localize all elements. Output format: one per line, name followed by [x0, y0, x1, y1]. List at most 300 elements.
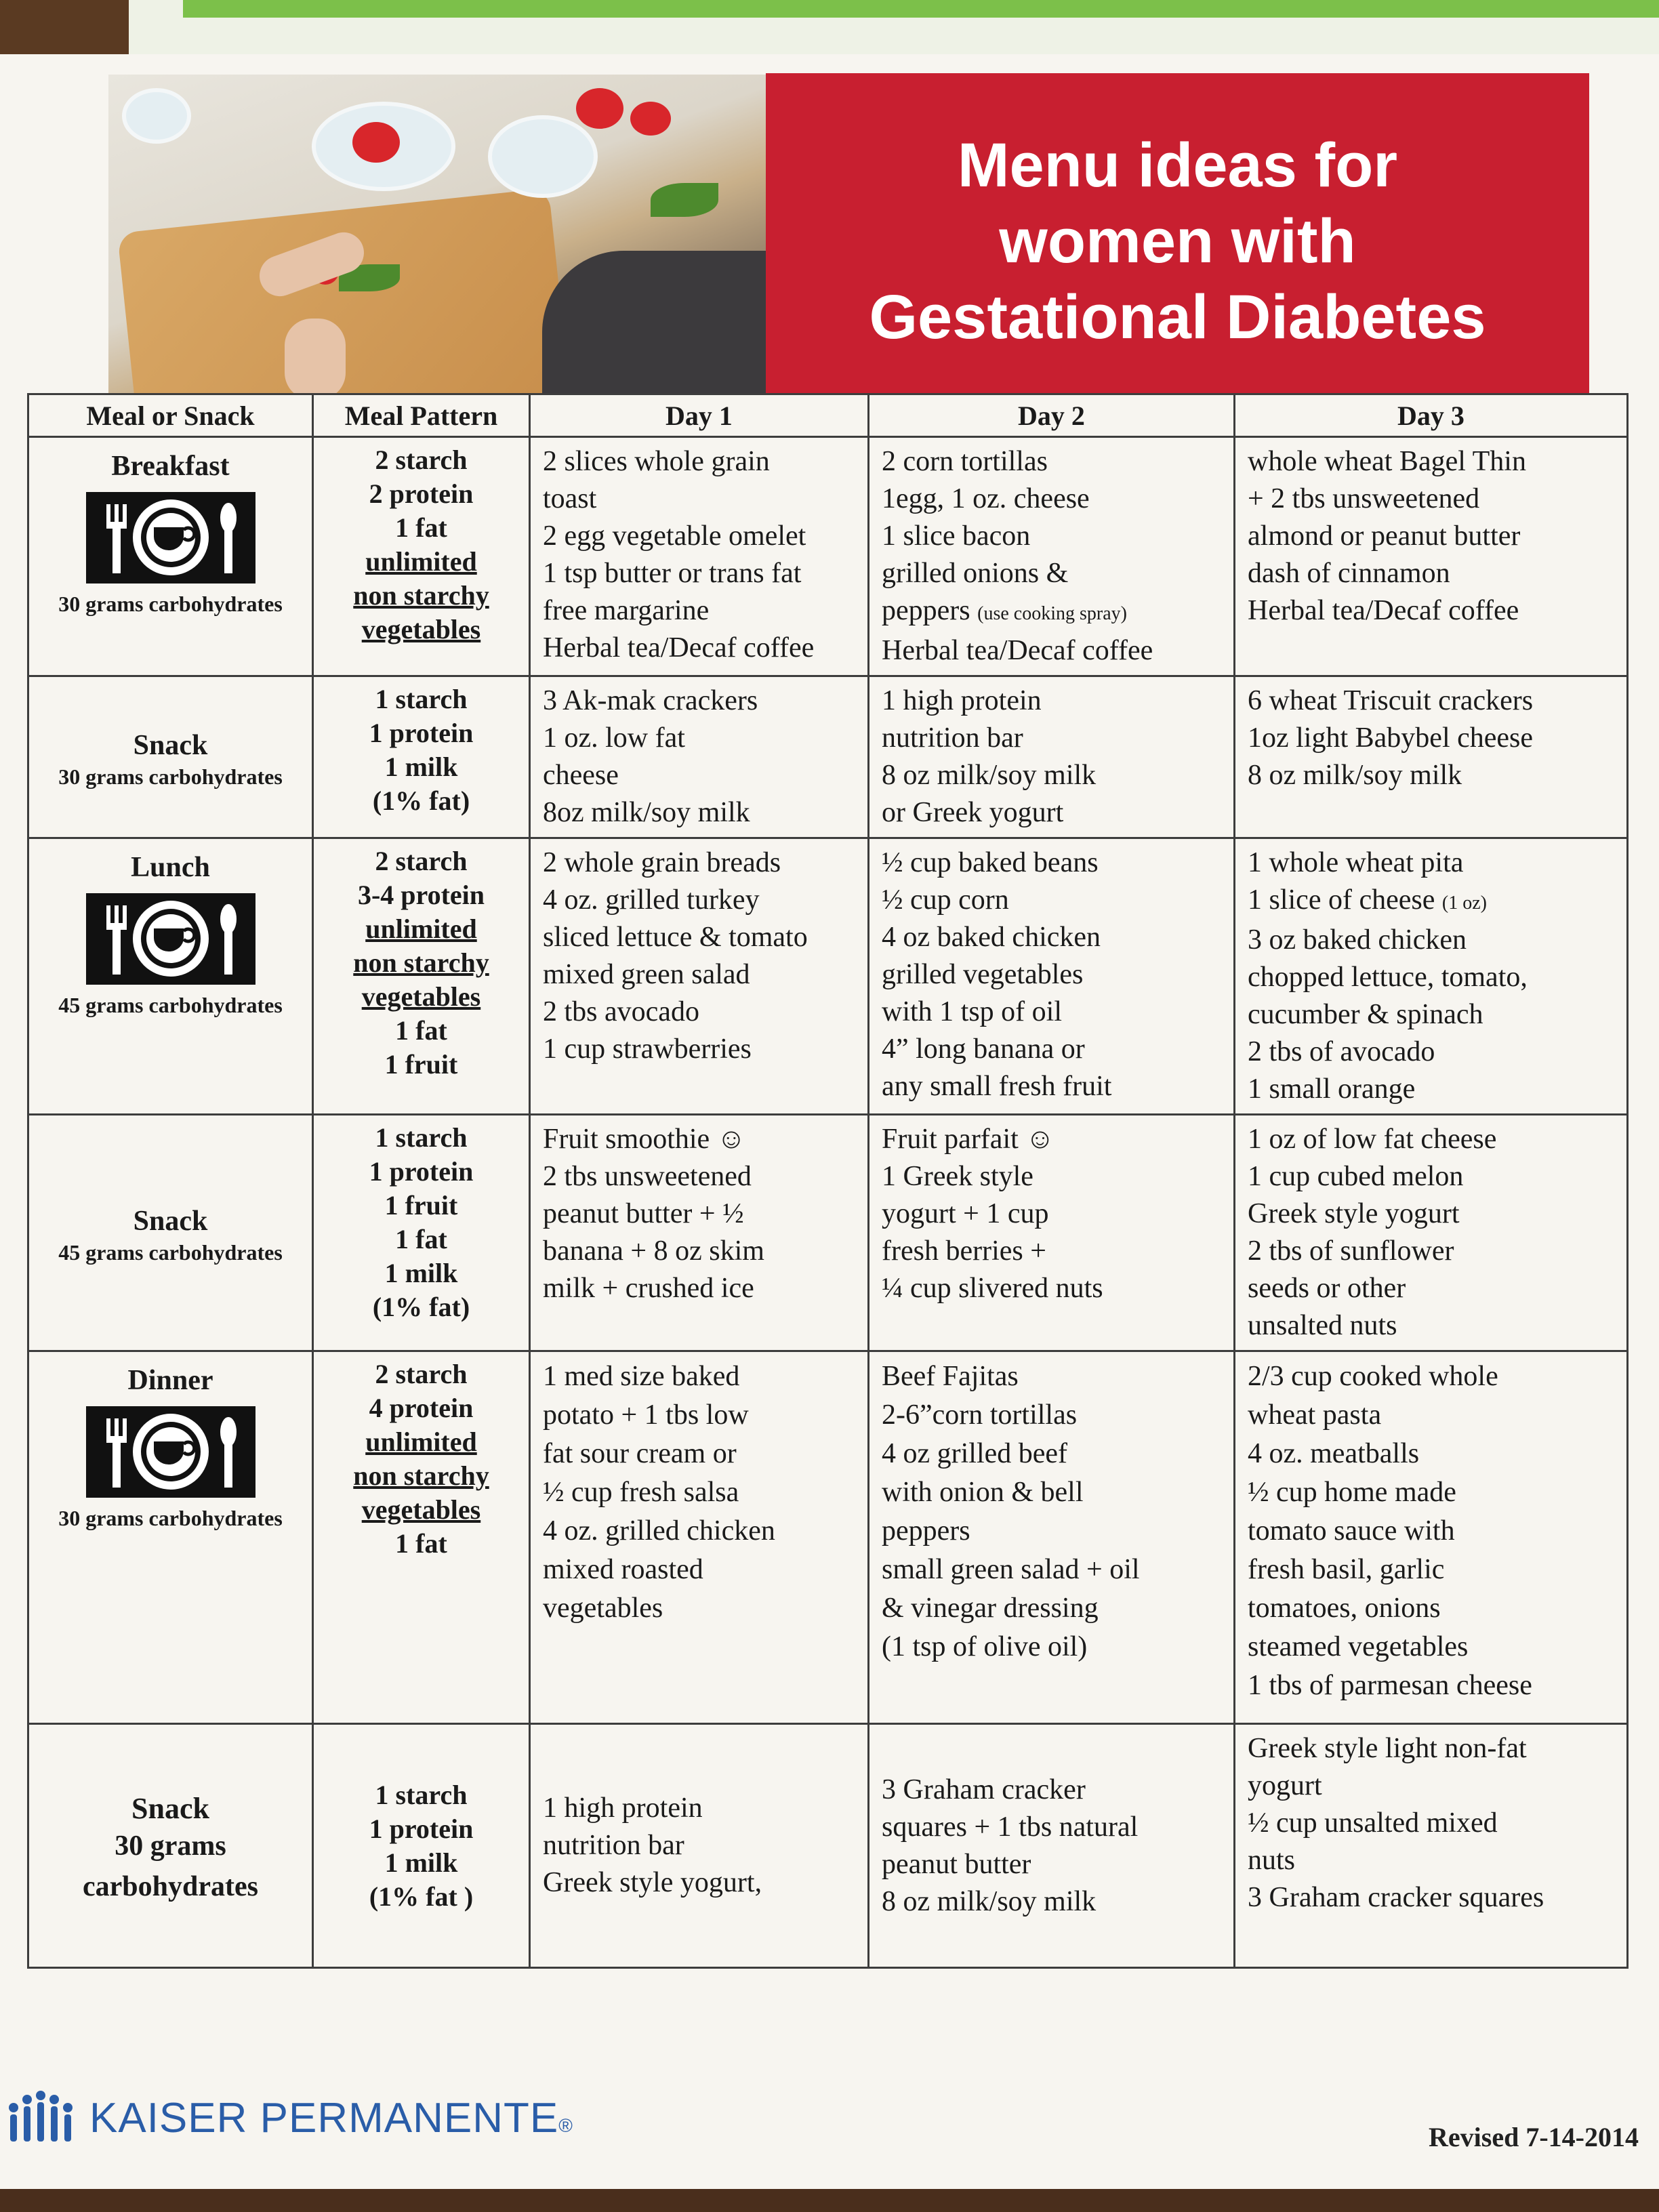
meal-name: Snack — [131, 1792, 209, 1825]
food-line — [543, 919, 855, 956]
menu-row-snack — [28, 1115, 1628, 1351]
pattern-item: non starchy — [353, 1460, 489, 1491]
kaiser-logo — [0, 2087, 573, 2148]
food-line — [882, 1233, 1221, 1270]
food-text: 1 oz of low fat cheese — [1248, 1124, 1497, 1155]
meal-name: Breakfast — [111, 451, 230, 482]
food-text: ½ cup unsalted mixed — [1248, 1807, 1498, 1839]
food-text: 1egg, 1 oz. cheese — [882, 483, 1090, 514]
food-line — [543, 1435, 855, 1473]
pattern-item: non starchy — [353, 580, 489, 611]
pattern-item: 1 fruit — [384, 1190, 458, 1221]
food-text: 3 Graham cracker squares — [1248, 1882, 1544, 1913]
food-text: nuts — [1248, 1845, 1296, 1876]
food-line — [1248, 1396, 1614, 1435]
meal-carbs: 30 grams carbohydrates — [58, 764, 283, 789]
food-text: 1 oz. low fat — [543, 722, 685, 754]
food-text: 1 small orange — [1248, 1073, 1416, 1105]
food-line — [882, 844, 1221, 882]
food-text: steamed vegetables — [1248, 1631, 1469, 1662]
food-line — [543, 1864, 855, 1902]
food-line — [543, 1790, 855, 1827]
day3-cell — [1235, 437, 1628, 676]
place-setting-icon — [86, 492, 255, 583]
food-line — [882, 1551, 1221, 1589]
day2-cell — [869, 676, 1235, 838]
food-line — [882, 1628, 1221, 1666]
food-line — [543, 1158, 855, 1195]
brand-name: KAISER PERMANENTE — [89, 2094, 559, 2142]
food-text: Fruit parfait ☺ — [882, 1124, 1055, 1155]
food-line — [1248, 1589, 1614, 1628]
food-line — [543, 480, 855, 518]
meal-cell — [28, 1724, 313, 1968]
pattern-item: 1 milk — [384, 752, 458, 782]
food-prep-photo — [108, 75, 766, 393]
food-text: 4 oz grilled beef — [882, 1438, 1068, 1469]
food-text: 1 whole wheat pita — [1248, 847, 1464, 878]
page-title: Menu ideas for women with Gestational Diabetes — [869, 130, 1486, 352]
food-text: 2 tbs of sunflower — [1248, 1235, 1454, 1267]
meal-carbs: 30 grams carbohydrates — [83, 1830, 258, 1902]
food-text: Greek style yogurt, — [543, 1867, 762, 1898]
food-line — [1248, 1270, 1614, 1307]
food-text: grilled onions & — [882, 558, 1069, 589]
menu-handout — [0, 54, 1659, 2189]
food-text: 1 high protein — [882, 685, 1042, 716]
food-line — [882, 994, 1221, 1031]
food-line — [543, 1233, 855, 1270]
header-day-2: Day 2 — [869, 394, 1235, 437]
day3-cell — [1235, 676, 1628, 838]
meal-cell — [28, 1351, 313, 1724]
food-text: free margarine — [543, 595, 710, 626]
pattern-item: unlimited — [365, 546, 477, 577]
food-text: unsalted nuts — [1248, 1310, 1397, 1341]
pattern-item: (1% fat) — [372, 785, 470, 816]
kaiser-people-icon — [0, 2087, 81, 2148]
food-line — [1248, 518, 1614, 555]
food-text: 4 oz. grilled chicken — [543, 1515, 775, 1547]
pattern-item: 1 protein — [369, 1813, 474, 1844]
meal-carbs: 45 grams carbohydrates — [58, 1240, 283, 1265]
food-text: Herbal tea/Decaf coffee — [543, 632, 815, 663]
meal-name: Snack — [133, 1206, 208, 1237]
food-line — [882, 632, 1221, 670]
food-text: 4” long banana or — [882, 1033, 1085, 1065]
food-text: 2 slices whole grain — [543, 446, 770, 477]
food-text: Fruit smoothie ☺ — [543, 1124, 746, 1155]
food-line — [882, 1270, 1221, 1307]
day1-cell — [530, 838, 869, 1115]
pattern-item: 2 protein — [369, 478, 474, 509]
day2-cell — [869, 1351, 1235, 1724]
day1-cell — [530, 676, 869, 838]
pattern-item: 1 protein — [369, 718, 474, 748]
food-text: peppers — [882, 595, 970, 626]
food-text: ½ cup home made — [1248, 1477, 1456, 1508]
food-text: mixed green salad — [543, 959, 750, 990]
food-text: & vinegar dressing — [882, 1593, 1099, 1624]
food-line — [1248, 1512, 1614, 1551]
food-line — [1248, 1033, 1614, 1071]
food-text: fresh basil, garlic — [1248, 1554, 1445, 1585]
menu-row-lunch — [28, 838, 1628, 1115]
pattern-item: 3-4 protein — [357, 880, 485, 910]
food-text: 2 egg vegetable omelet — [543, 520, 806, 552]
food-text: 2 whole grain breads — [543, 847, 781, 878]
food-text: cucumber & spinach — [1248, 999, 1483, 1030]
meal-name: Snack — [133, 730, 208, 761]
food-line — [543, 720, 855, 757]
food-line — [543, 1473, 855, 1512]
day1-cell — [530, 1724, 869, 1968]
meal-cell — [28, 838, 313, 1115]
food-text: 1 med size baked — [543, 1361, 740, 1392]
food-line — [543, 956, 855, 994]
menu-table — [27, 393, 1629, 1969]
food-text: nutrition bar — [543, 1830, 684, 1861]
food-line — [1248, 1666, 1614, 1705]
food-line — [882, 956, 1221, 994]
food-text: Beef Fajitas — [882, 1361, 1019, 1392]
food-text: + 2 tbs unsweetened — [1248, 483, 1480, 514]
food-line — [543, 1195, 855, 1233]
pattern-item: vegetables — [361, 614, 481, 644]
food-line — [1248, 1628, 1614, 1666]
tomato-shape — [352, 122, 400, 163]
food-text: peanut butter + ½ — [543, 1198, 744, 1229]
food-text: dash of cinnamon — [1248, 558, 1450, 589]
food-line — [882, 1068, 1221, 1105]
food-text: 8oz milk/soy milk — [543, 797, 750, 828]
food-line — [1248, 844, 1614, 882]
food-text: peppers — [882, 1515, 970, 1547]
plate-shape — [122, 88, 191, 144]
food-text: 1 tsp butter or trans fat — [543, 558, 802, 589]
day1-cell — [530, 437, 869, 676]
food-text: 3 oz baked chicken — [1248, 924, 1467, 956]
food-line — [882, 443, 1221, 480]
food-line — [543, 844, 855, 882]
meal-carbs: 30 grams carbohydrates — [58, 1506, 283, 1530]
food-text: Greek style yogurt — [1248, 1198, 1460, 1229]
food-text: 6 wheat Triscuit crackers — [1248, 685, 1534, 716]
food-line — [882, 1158, 1221, 1195]
food-text: chopped lettuce, tomato, — [1248, 962, 1528, 993]
pattern-item: unlimited — [365, 1427, 477, 1457]
food-line — [1248, 682, 1614, 720]
food-line — [1248, 882, 1614, 922]
food-text: 1oz light Babybel cheese — [1248, 722, 1534, 754]
food-line — [882, 682, 1221, 720]
meal-carbs: 45 grams carbohydrates — [58, 993, 283, 1017]
sleeve-shape — [542, 251, 766, 393]
food-line — [543, 1396, 855, 1435]
food-line — [882, 1031, 1221, 1068]
food-text: ½ cup baked beans — [882, 847, 1099, 878]
food-text: tomato sauce with — [1248, 1515, 1455, 1547]
food-text: yogurt + 1 cup — [882, 1198, 1049, 1229]
food-text: with 1 tsp of oil — [882, 996, 1063, 1027]
day2-cell — [869, 1115, 1235, 1351]
food-text: Herbal tea/Decaf coffee — [882, 635, 1153, 666]
food-line — [543, 1031, 855, 1068]
food-line — [543, 1589, 855, 1628]
food-line — [1248, 1551, 1614, 1589]
food-text: banana + 8 oz skim — [543, 1235, 764, 1267]
food-line — [882, 1809, 1221, 1846]
food-text: (1 tsp of olive oil) — [882, 1631, 1088, 1662]
food-line — [882, 919, 1221, 956]
food-text: 1 Greek style — [882, 1161, 1033, 1192]
meal-name: Lunch — [131, 852, 210, 883]
food-text: 2 tbs unsweetened — [543, 1161, 752, 1192]
food-line — [1248, 922, 1614, 959]
food-text: tomatoes, onions — [1248, 1593, 1441, 1624]
pattern-item: 1 milk — [384, 1258, 458, 1288]
food-line — [1248, 443, 1614, 480]
food-line — [882, 720, 1221, 757]
food-line — [543, 630, 855, 667]
pattern-item: 1 fat — [395, 512, 447, 543]
menu-row-snack — [28, 676, 1628, 838]
food-line — [1248, 1473, 1614, 1512]
food-text: vegetables — [543, 1593, 663, 1624]
food-text: squares + 1 tbs natural — [882, 1811, 1139, 1843]
food-line — [543, 682, 855, 720]
food-line — [1248, 1307, 1614, 1345]
food-text: milk + crushed ice — [543, 1273, 754, 1304]
food-text: potato + 1 tbs low — [543, 1399, 749, 1431]
food-line — [1248, 996, 1614, 1033]
food-line — [543, 1121, 855, 1158]
leaf-shape — [651, 183, 718, 217]
food-text: wheat pasta — [1248, 1399, 1382, 1431]
food-line — [882, 1512, 1221, 1551]
pattern-item: (1% fat) — [372, 1292, 470, 1322]
meal-pattern-cell — [313, 1115, 530, 1351]
day3-cell — [1235, 1351, 1628, 1724]
meal-cell — [28, 1115, 313, 1351]
pattern-item: 2 starch — [375, 1359, 468, 1389]
food-line — [1248, 555, 1614, 592]
food-line — [1248, 1233, 1614, 1270]
food-text: 3 Graham cracker — [882, 1774, 1086, 1805]
meal-cell — [28, 676, 313, 838]
food-text: peanut butter — [882, 1848, 1031, 1880]
food-text: small green salad + oil — [882, 1554, 1140, 1585]
food-line — [882, 794, 1221, 832]
header-day-3: Day 3 — [1235, 394, 1628, 437]
food-text: ½ cup fresh salsa — [543, 1477, 739, 1508]
food-line — [882, 1771, 1221, 1809]
food-note: (use cooking spray) — [977, 603, 1127, 624]
food-text: sliced lettuce & tomato — [543, 922, 808, 953]
food-text: 8 oz milk/soy milk — [882, 1885, 1097, 1917]
food-text: yogurt — [1248, 1770, 1322, 1801]
food-text: 2 corn tortillas — [882, 446, 1048, 477]
menu-row-breakfast — [28, 437, 1628, 676]
pattern-item: 1 fruit — [384, 1049, 458, 1080]
food-line — [543, 1827, 855, 1864]
hand-shape — [285, 319, 346, 393]
meal-cell — [28, 437, 313, 676]
pattern-item: 1 starch — [375, 1779, 468, 1810]
registered-mark: ® — [558, 2115, 573, 2136]
food-text: 2 tbs of avocado — [1248, 1036, 1435, 1067]
header-pattern: Meal Pattern — [313, 394, 530, 437]
day1-cell — [530, 1351, 869, 1724]
food-line — [1248, 1730, 1614, 1767]
meal-pattern-cell — [313, 1724, 530, 1968]
pattern-item: vegetables — [361, 981, 481, 1012]
header-meal: Meal or Snack — [28, 394, 313, 437]
food-text: 2 tbs avocado — [543, 996, 699, 1027]
food-text: whole wheat Bagel Thin — [1248, 446, 1526, 477]
food-line — [882, 592, 1221, 632]
food-note: (1 oz) — [1441, 893, 1487, 914]
pattern-item: 1 starch — [375, 1122, 468, 1153]
food-line — [543, 994, 855, 1031]
food-line — [1248, 1195, 1614, 1233]
food-text: 2-6”corn tortillas — [882, 1399, 1078, 1431]
meal-carbs: 30 grams carbohydrates — [58, 592, 283, 616]
food-line — [1248, 1357, 1614, 1396]
menu-row-snack — [28, 1724, 1628, 1968]
header-day-1: Day 1 — [530, 394, 869, 437]
food-line — [1248, 1767, 1614, 1805]
food-text: seeds or other — [1248, 1273, 1406, 1304]
menu-row-dinner — [28, 1351, 1628, 1724]
food-text: 4 oz. grilled turkey — [543, 884, 760, 916]
pattern-item: 2 starch — [375, 846, 468, 876]
food-text: ½ cup corn — [882, 884, 1009, 916]
tomato-shape — [576, 88, 623, 129]
food-text: almond or peanut butter — [1248, 520, 1521, 552]
food-line — [1248, 1071, 1614, 1108]
day2-cell — [869, 838, 1235, 1115]
food-line — [882, 555, 1221, 592]
food-line — [1248, 1435, 1614, 1473]
food-text: ¼ cup slivered nuts — [882, 1273, 1103, 1304]
pattern-item: (1% fat ) — [369, 1881, 474, 1912]
food-line — [882, 757, 1221, 794]
day2-cell — [869, 437, 1235, 676]
food-line — [882, 882, 1221, 919]
menu-header-row — [28, 394, 1628, 437]
food-line — [1248, 1158, 1614, 1195]
food-text: 8 oz milk/soy milk — [882, 760, 1097, 791]
food-text: 1 cup strawberries — [543, 1033, 752, 1065]
food-line — [882, 1195, 1221, 1233]
food-text: grilled vegetables — [882, 959, 1084, 990]
food-text: 8 oz milk/soy milk — [1248, 760, 1462, 791]
day3-cell — [1235, 838, 1628, 1115]
pattern-item: 1 protein — [369, 1156, 474, 1187]
food-line — [882, 480, 1221, 518]
place-setting-icon — [86, 1406, 255, 1498]
day3-cell — [1235, 1724, 1628, 1968]
food-text: mixed roasted — [543, 1554, 703, 1585]
pattern-item: 1 milk — [384, 1847, 458, 1878]
pattern-item: 1 fat — [395, 1528, 447, 1559]
food-line — [543, 882, 855, 919]
food-line — [1248, 1842, 1614, 1879]
meal-pattern-cell — [313, 838, 530, 1115]
food-text: 4 oz. meatballs — [1248, 1438, 1420, 1469]
pattern-item: 1 starch — [375, 684, 468, 714]
food-text: nutrition bar — [882, 722, 1023, 754]
food-text: toast — [543, 483, 597, 514]
food-text: any small fresh fruit — [882, 1071, 1112, 1102]
revised-date: Revised 7-14-2014 — [1429, 2122, 1639, 2152]
day1-cell — [530, 1115, 869, 1351]
food-line — [1248, 1805, 1614, 1842]
food-text: Herbal tea/Decaf coffee — [1248, 595, 1519, 626]
pattern-item: vegetables — [361, 1494, 481, 1525]
food-line — [1248, 1121, 1614, 1158]
food-line — [882, 1435, 1221, 1473]
food-line — [543, 443, 855, 480]
food-text: 1 cup cubed melon — [1248, 1161, 1464, 1192]
menu-body — [28, 437, 1628, 1968]
food-line — [882, 518, 1221, 555]
meal-pattern-cell — [313, 676, 530, 838]
food-text: 1 slice of cheese — [1248, 884, 1435, 916]
food-text: fresh berries + — [882, 1235, 1046, 1267]
meal-pattern-cell — [313, 1351, 530, 1724]
food-line — [882, 1846, 1221, 1883]
food-text: 2/3 cup cooked whole — [1248, 1361, 1498, 1392]
place-setting-icon — [86, 893, 255, 985]
food-line — [1248, 1879, 1614, 1917]
title-banner — [766, 73, 1589, 395]
meal-pattern-cell — [313, 437, 530, 676]
food-text: with onion & bell — [882, 1477, 1084, 1508]
food-line — [543, 1551, 855, 1589]
background-sheet — [129, 0, 1659, 56]
food-text: Greek style light non-fat — [1248, 1733, 1527, 1764]
food-text: 1 slice bacon — [882, 520, 1031, 552]
food-line — [543, 555, 855, 592]
day3-cell — [1235, 1115, 1628, 1351]
plate-shape — [488, 115, 598, 198]
food-line — [543, 757, 855, 794]
food-line — [882, 1396, 1221, 1435]
food-text: fat sour cream or — [543, 1438, 737, 1469]
food-line — [882, 1121, 1221, 1158]
food-line — [543, 518, 855, 555]
food-text: 4 oz baked chicken — [882, 922, 1101, 953]
food-line — [543, 794, 855, 832]
table-surface — [0, 2189, 1659, 2212]
pattern-item: unlimited — [365, 914, 477, 944]
food-line — [882, 1357, 1221, 1396]
food-line — [543, 592, 855, 630]
food-line — [543, 1270, 855, 1307]
food-text: 1 tbs of parmesan cheese — [1248, 1670, 1532, 1701]
meal-name: Dinner — [127, 1365, 213, 1396]
food-line — [882, 1883, 1221, 1921]
food-line — [543, 1357, 855, 1396]
food-line — [543, 1512, 855, 1551]
food-line — [1248, 592, 1614, 630]
food-text: cheese — [543, 760, 619, 791]
food-line — [1248, 757, 1614, 794]
food-line — [1248, 959, 1614, 996]
background-sheet-stripe — [183, 0, 1659, 18]
